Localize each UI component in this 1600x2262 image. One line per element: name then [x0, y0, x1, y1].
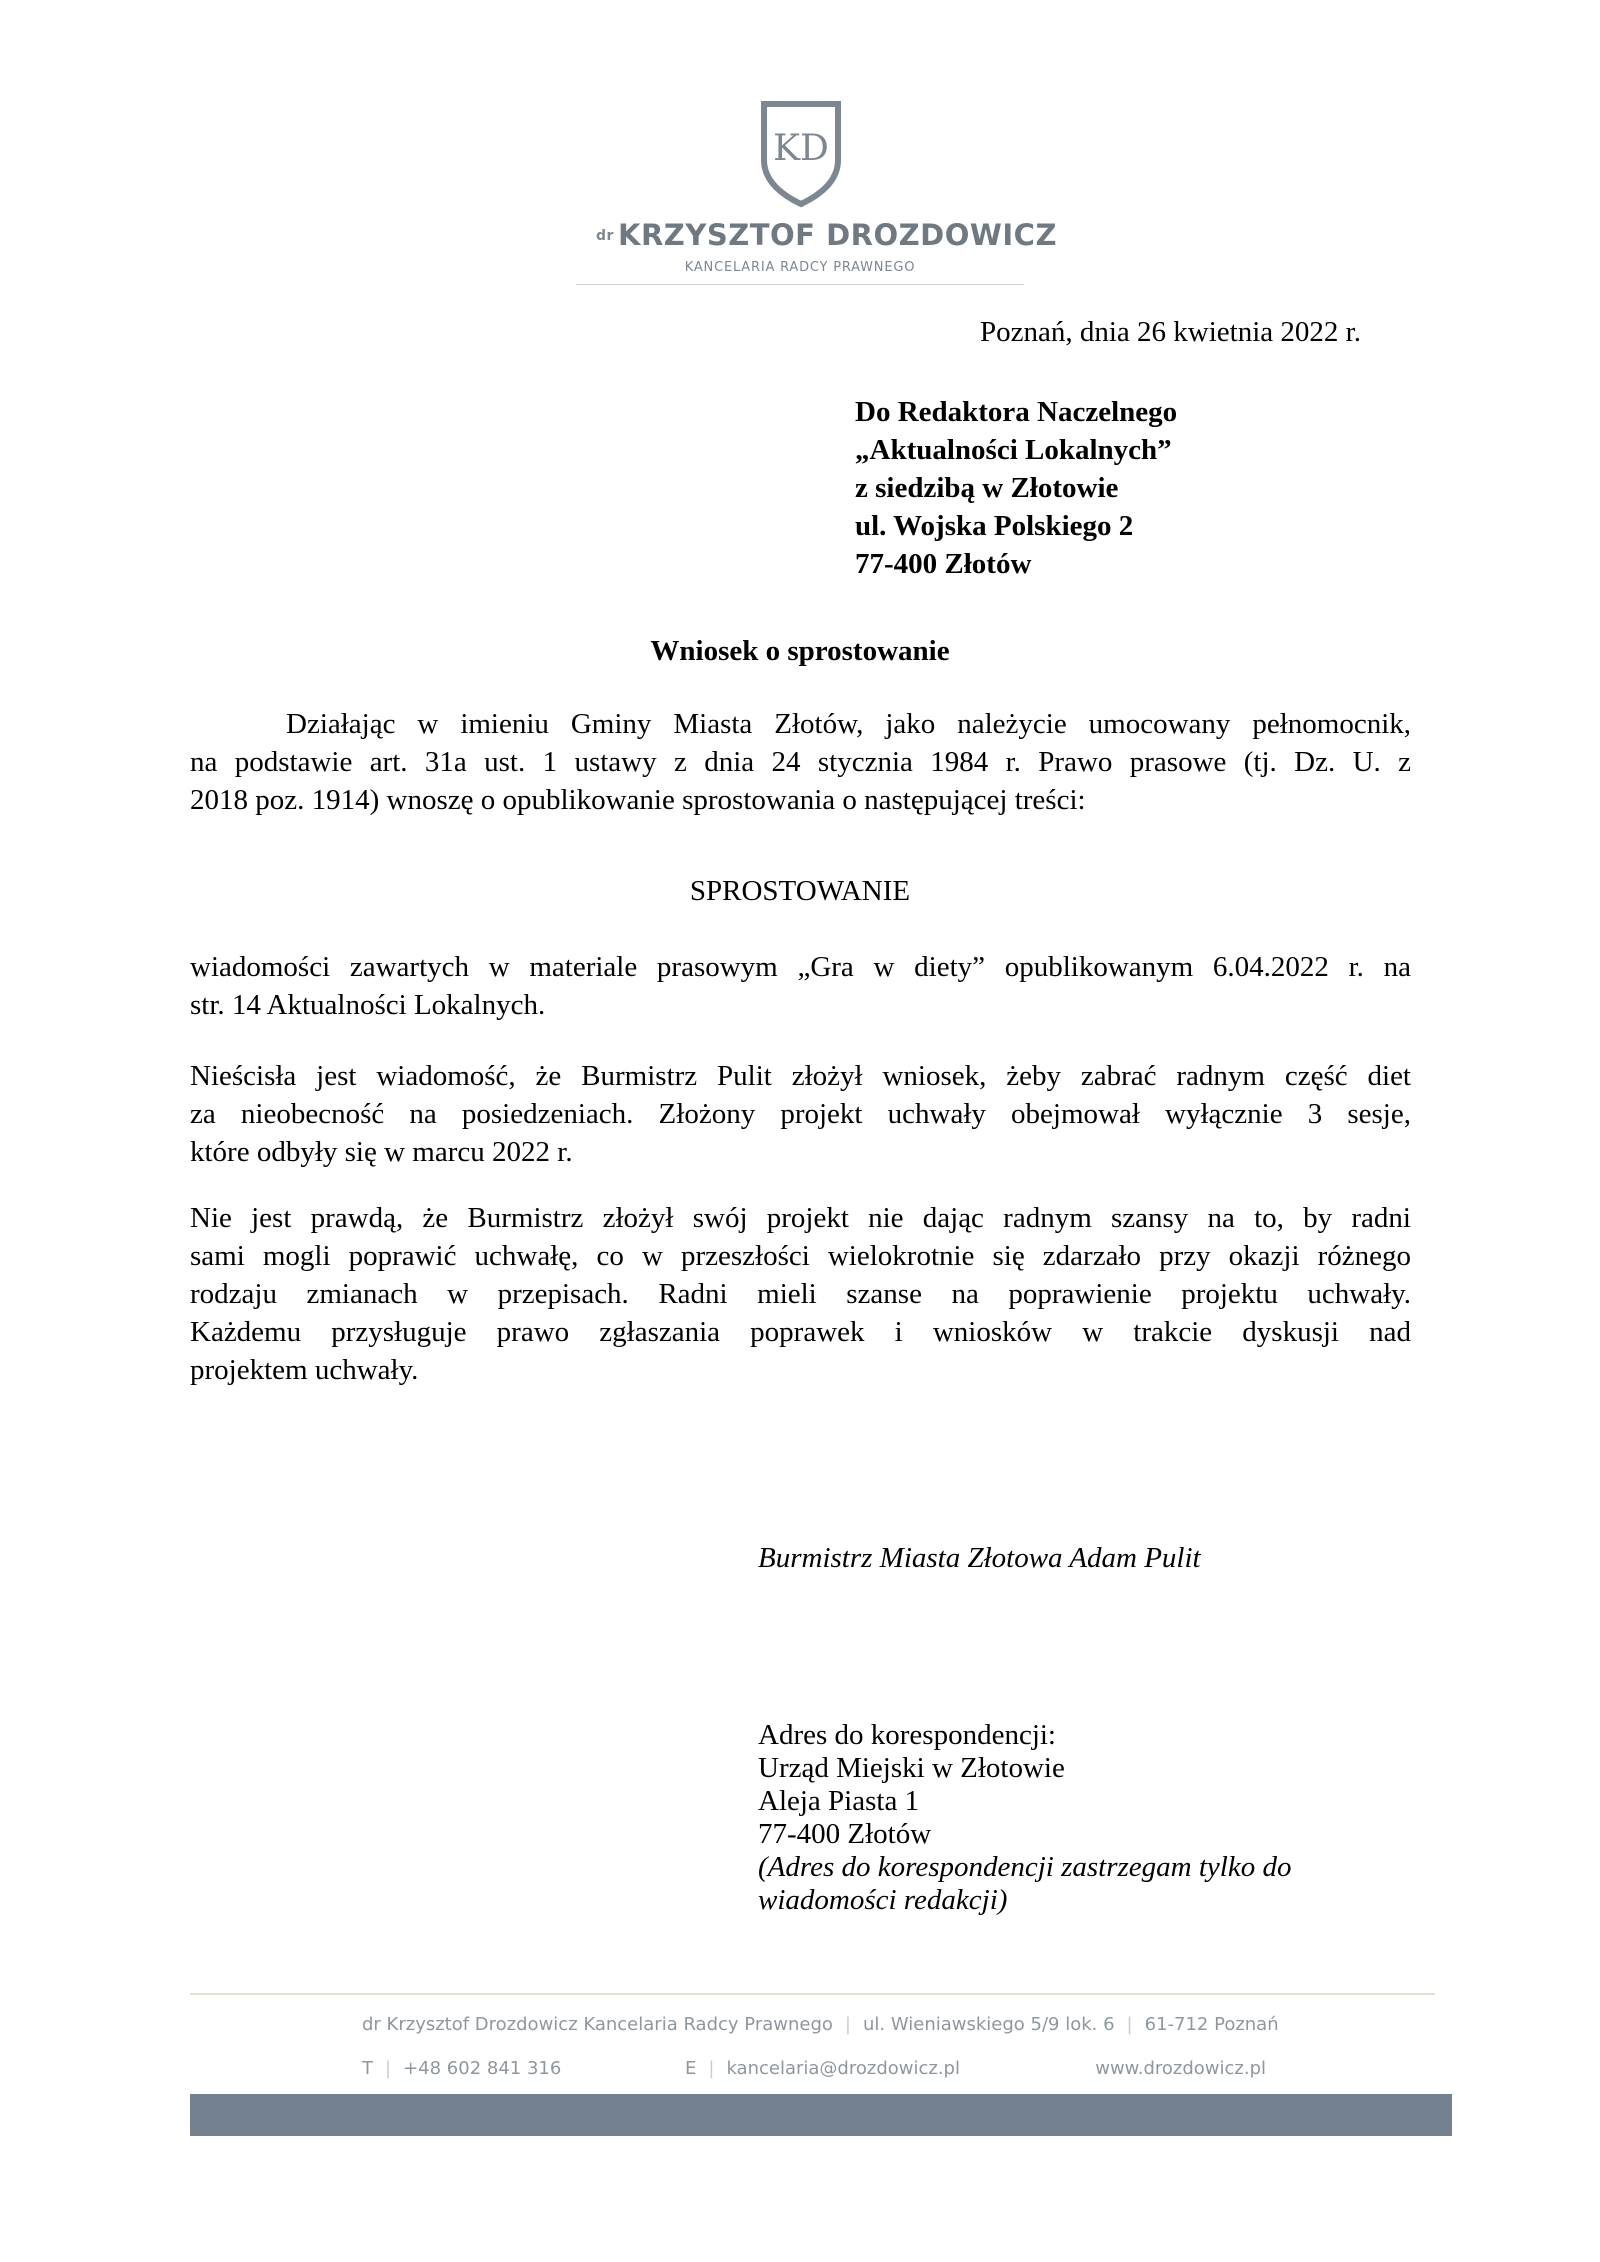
paragraph-line: Każdemu przysługuje prawo zgłaszania poprawek i wniosków w trakcie dyskusji nad: [190, 1316, 1411, 1348]
footer-street: ul. Wieniawskiego 5/9 lok. 6: [862, 2014, 1115, 2035]
footer-email: [685, 2058, 960, 2079]
correspondence-address: [758, 1719, 1291, 1917]
footer-separator: |: [844, 2014, 851, 2035]
correction-heading: SPROSTOWANIE: [689, 875, 911, 907]
addressee-line: ul. Wojska Polskiego 2: [855, 510, 1134, 542]
correction-point-1: [190, 1057, 1411, 1171]
footer-bar: [190, 2094, 1452, 2136]
paragraph-line: na podstawie art. 31a ust. 1 ustawy z dnia 24 stycznia 1984 r. Prawo prasowe (tj. Dz. U. z: [190, 746, 1411, 778]
paragraph-line: Nieścisła jest wiadomość, że Burmistrz Pulit złożył wniosek, żeby zabrać radnym część diet: [190, 1060, 1411, 1092]
scope-paragraph: [190, 948, 1411, 1024]
address-note: (Adres do korespondencji zastrzegam tylko do: [758, 1851, 1292, 1883]
address-note: wiadomości redakcji): [758, 1884, 1008, 1916]
email-link[interactable]: kancelaria@drozdowicz.pl: [726, 2058, 960, 2079]
correction-point-2: [190, 1199, 1411, 1389]
paragraph-line: za nieobecność na posiedzeniach. Złożony projekt uchwały obejmował wyłącznie 3 sesje,: [190, 1098, 1411, 1130]
phone-number: +48 602 841 316: [403, 2058, 562, 2079]
correspondence-label: Adres do korespondencji:: [758, 1719, 1056, 1751]
paragraph-line: rodzaju zmianach w przepisach. Radni mieli szanse na poprawienie projektu uchwały.: [190, 1278, 1411, 1310]
addressee-block: [855, 393, 1177, 583]
addressee-line: z siedzibą w Złotowie: [855, 472, 1119, 504]
footer-separator: |: [708, 2058, 715, 2079]
letter-date: Poznań, dnia 26 kwietnia 2022 r.: [980, 316, 1361, 348]
footer-separator: |: [385, 2058, 392, 2079]
address-line: 77-400 Złotów: [758, 1818, 932, 1850]
footer-phone: [362, 2058, 561, 2079]
paragraph-line: Działając w imieniu Gminy Miasta Złotów, jako należycie umocowany pełnomocnik,: [286, 708, 1411, 740]
shield-logo-icon: [758, 100, 844, 208]
logo-subtitle: KANCELARIA RADCY PRAWNEGO: [684, 260, 916, 275]
logo-divider: [576, 284, 1024, 285]
footer-separator: |: [1126, 2014, 1133, 2035]
addressee-line: Do Redaktora Naczelnego: [855, 396, 1178, 428]
address-line: Urząd Miejski w Złotowie: [758, 1752, 1065, 1784]
email-label: E: [685, 2058, 697, 2079]
footer-firm: dr Krzysztof Drozdowicz Kancelaria Radcy Prawnego: [362, 2014, 833, 2035]
intro-paragraph: [190, 705, 1411, 819]
letter-title: Wniosek o sprostowanie: [650, 635, 950, 667]
paragraph-line: projektem uchwały.: [190, 1354, 419, 1386]
address-line: Aleja Piasta 1: [758, 1785, 920, 1817]
phone-label: T: [362, 2058, 373, 2079]
paragraph-line: str. 14 Aktualności Lokalnych.: [190, 989, 546, 1021]
website-link[interactable]: www.drozdowicz.pl: [1095, 2058, 1266, 2079]
paragraph-line: 2018 poz. 1914) wnoszę o opublikowanie sprostowania o następującej treści:: [190, 784, 1086, 816]
paragraph-line: Nie jest prawdą, że Burmistrz złożył swój projekt nie dając radnym szansy na to, by radni: [190, 1202, 1411, 1234]
paragraph-line: wiadomości zawartych w materiale prasowym „Gra w diety” opublikowanym 6.04.2022 r. na: [190, 951, 1411, 983]
logo-monogram: KD: [773, 128, 829, 169]
footer-address: [362, 2014, 1279, 2035]
footer-divider: [190, 1993, 1435, 1995]
paragraph-line: które odbyły się w marcu 2022 r.: [190, 1136, 573, 1168]
footer-city: 61-712 Poznań: [1144, 2014, 1279, 2035]
addressee-line: 77-400 Złotów: [855, 548, 1032, 580]
logo-prefix: dr: [596, 228, 614, 244]
logo-name: KRZYSZTOF DROZDOWICZ: [618, 218, 1057, 252]
signature: Burmistrz Miasta Złotowa Adam Pulit: [758, 1542, 1201, 1574]
addressee-line: „Aktualności Lokalnych”: [855, 434, 1172, 466]
paragraph-line: sami mogli poprawić uchwałę, co w przeszłości wielokrotnie się zdarzało przy okazji różnego: [190, 1240, 1411, 1272]
